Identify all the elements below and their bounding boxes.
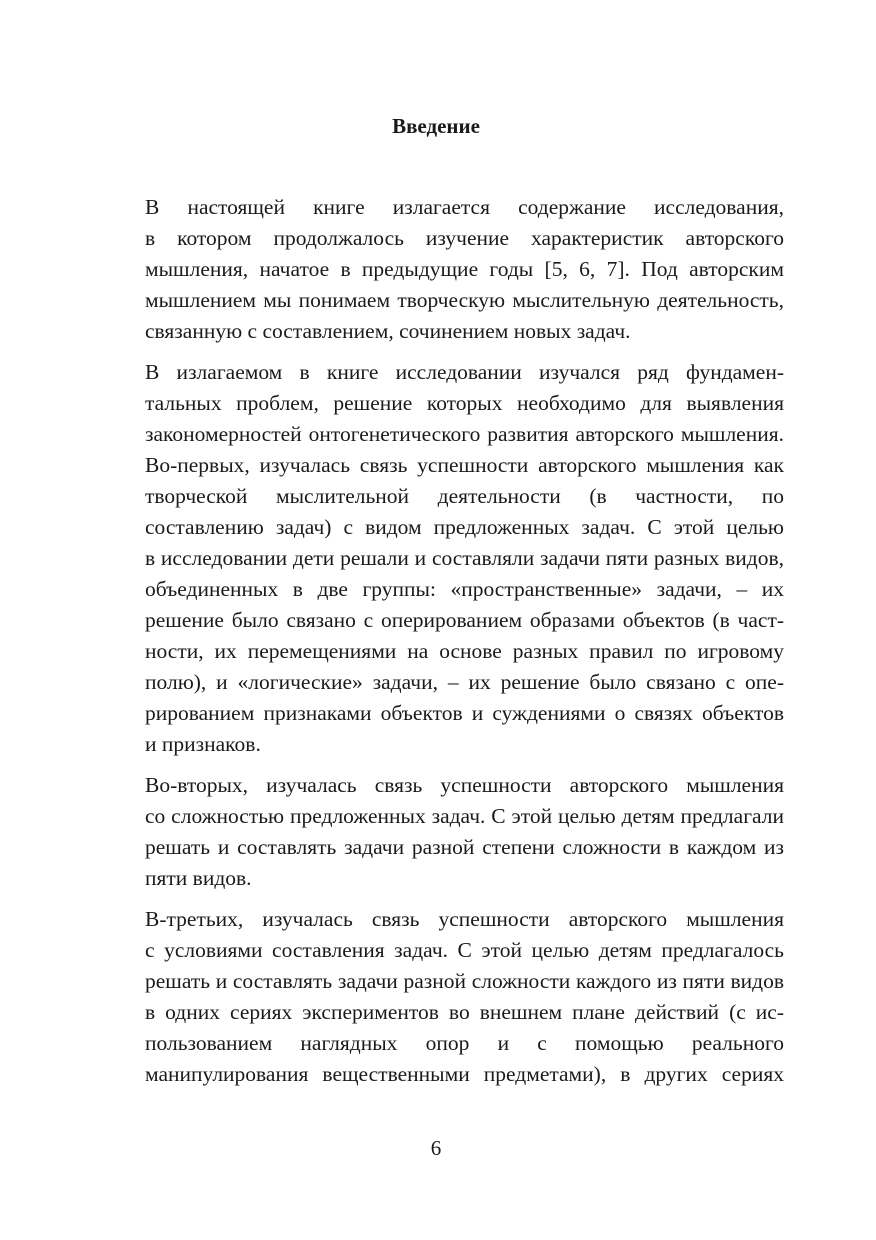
paragraph-1: [88, 192, 784, 347]
text-line: объединенных в две группы: «пространственные» задачи, – их: [145, 577, 784, 601]
paragraph-3: [88, 770, 784, 894]
text-line: мышлением мы понимаем творческую мыслительную деятельность,: [145, 288, 784, 312]
text-line: В-третьих, изучалась связь успешности авторского мышления: [145, 907, 784, 931]
text-line: манипулирования вещественными предметами), в других сериях: [145, 1062, 784, 1086]
text-line: связанную с составлением, сочинением новых задач.: [145, 319, 631, 343]
text-line: решать и составлять задачи разной степени сложности в каждом из: [145, 835, 784, 859]
chapter-title: Введение: [392, 114, 480, 138]
paragraph-2: [88, 357, 784, 760]
text-line: составлению задач) с видом предложенных задач. С этой целью: [145, 515, 784, 539]
text-line: пользованием наглядных опор и с помощью реального: [145, 1031, 784, 1055]
text-line: с условиями составления задач. С этой целью детям предлагалось: [145, 938, 784, 962]
text-line: в исследовании дети решали и составляли задачи пяти разных видов,: [145, 546, 784, 570]
text-line: решение было связано с оперированием образами объектов (в част-: [145, 608, 784, 632]
text-line: В настоящей книге излагается содержание исследования,: [145, 195, 784, 219]
text-line: закономерностей онтогенетического развития авторского мышления.: [145, 422, 784, 446]
text-line: и признаков.: [145, 732, 261, 756]
book-page: [88, 0, 784, 1240]
text-line: Во-первых, изучалась связь успешности авторского мышления как: [145, 453, 784, 477]
text-line: Во-вторых, изучалась связь успешности авторского мышления: [145, 773, 784, 797]
text-line: В излагаемом в книге исследовании изучался ряд фундамен-: [145, 360, 784, 384]
page-number: 6: [430, 1136, 442, 1160]
text-line: мышления, начатое в предыдущие годы [5, 6, 7]. Под авторским: [145, 257, 784, 281]
text-line: рированием признаками объектов и суждениями о связях объектов: [145, 701, 784, 725]
text-line: со сложностью предложенных задач. С этой целью детям предлагали: [145, 804, 784, 828]
paragraph-4: [88, 904, 784, 1090]
text-line: полю), и «логические» задачи, – их решение было связано с опе-: [145, 670, 784, 694]
text-line: творческой мыслительной деятельности (в частности, по: [145, 484, 784, 508]
text-line: пяти видов.: [145, 866, 252, 890]
text-line: решать и составлять задачи разной сложности каждого из пяти видов: [145, 969, 784, 993]
text-line: в котором продолжалось изучение характеристик авторского: [145, 226, 784, 250]
body-text: [88, 192, 784, 1100]
text-line: тальных проблем, решение которых необходимо для выявления: [145, 391, 784, 415]
text-line: ности, их перемещениями на основе разных правил по игровому: [145, 639, 784, 663]
text-line: в одних сериях экспериментов во внешнем плане действий (с ис-: [145, 1000, 784, 1024]
